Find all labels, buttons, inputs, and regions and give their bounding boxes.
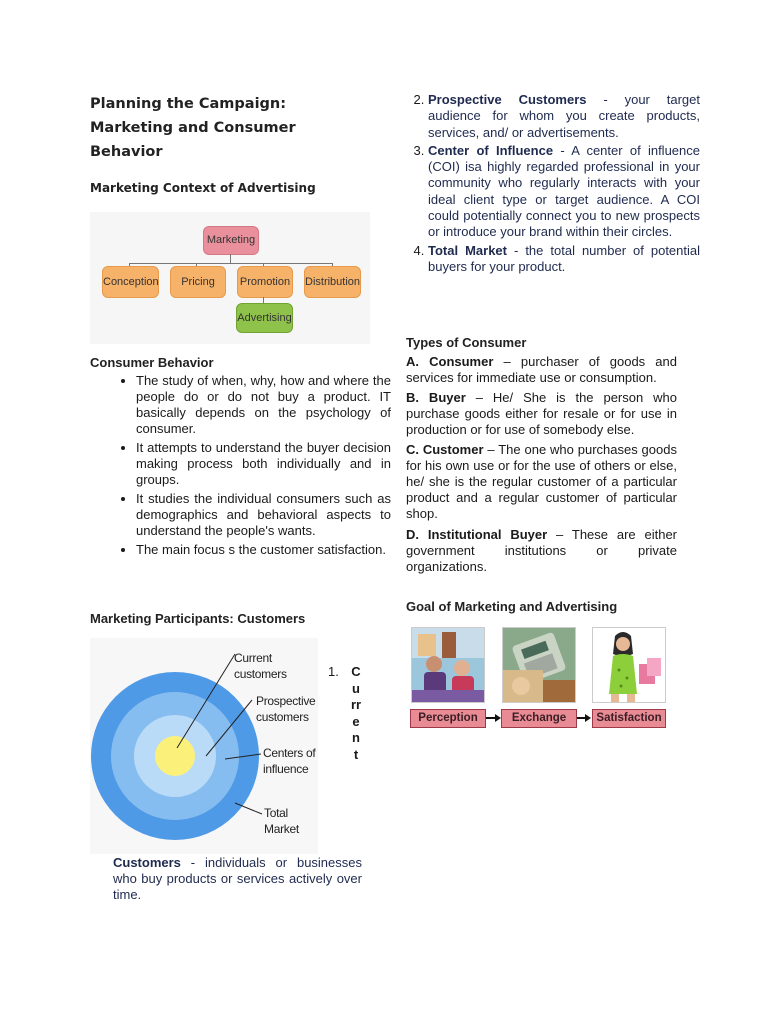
definition: – These are either government institutions or private organizations. — [406, 527, 678, 574]
org-node-advertising: Advertising — [236, 303, 293, 333]
definition: - A center of influence (COI) isa highly regarded professional in your community who regularly interacts with your ideal client type or target audience. A COI could potentially connect you to new prospects or introduce your brand within their circles. — [428, 142, 700, 240]
participant-list — [406, 92, 700, 277]
exchange-illustration — [503, 628, 575, 702]
exchange-image — [502, 627, 576, 703]
label-prospective-customers: Prospective customers — [256, 694, 316, 724]
definition: – purchaser of goods and services for immediate use or consumption. — [406, 354, 677, 385]
label-current-customers: Current customers — [234, 651, 287, 681]
term: Total Market — [428, 242, 507, 258]
list-item: • It attempts to understand the buyer decision making process both individually and in groups. — [136, 440, 391, 488]
org-connector — [129, 263, 333, 264]
list-item: • The main focus s the customer satisfaction. — [136, 542, 391, 558]
customers-def: - individuals or businesses who buy products or services actively over time. — [113, 855, 362, 902]
org-node-promotion: Promotion — [237, 266, 293, 298]
goal-heading: Goal of Marketing and Advertising — [406, 599, 618, 614]
term: B. Buyer — [406, 390, 466, 405]
arrow-head-icon — [585, 714, 591, 722]
satisfaction-illustration — [593, 628, 665, 702]
list-item — [428, 143, 700, 241]
org-connector — [230, 254, 231, 263]
org-node-distribution: Distribution — [304, 266, 361, 298]
vertical-letter: rr — [350, 697, 362, 712]
perception-illustration — [412, 628, 484, 702]
list-item: • The study of when, why, how and where the people do or do not buy a product. IT basically depends on the psychology of consumer. — [136, 373, 391, 437]
term: A. Consumer — [406, 354, 494, 369]
vertical-letter: u — [352, 680, 360, 696]
vertical-current-text — [350, 664, 362, 763]
org-node-marketing: Marketing — [203, 226, 259, 255]
vertical-letter: e — [352, 713, 360, 729]
customer-circles-diagram — [90, 638, 318, 854]
consumer-behavior-list — [108, 373, 391, 561]
satisfaction-image — [592, 627, 666, 703]
definition: - your target audience for whom you create products, services, and/ or advertisements. — [428, 92, 700, 140]
term: Prospective Customers — [428, 92, 587, 107]
definition: – The one who purchases goods for his own use or for the use of others or else, he/ she is the regular customer of a particular product and a regular customer of particular shop. — [406, 442, 677, 521]
vertical-letter: n — [352, 730, 360, 745]
types-heading: Types of Consumer — [406, 335, 527, 350]
list-item — [428, 92, 700, 141]
type-institutional-buyer — [406, 527, 677, 575]
org-node-pricing: Pricing — [170, 266, 226, 298]
type-buyer — [406, 390, 677, 438]
marketing-context-heading: Marketing Context of Advertising — [90, 181, 316, 195]
label-total-market: Total Market — [264, 806, 299, 836]
type-customer — [406, 442, 677, 522]
page-title: Planning the Campaign: Marketing and Consumer Behavior — [90, 96, 296, 160]
customers-definition — [113, 855, 362, 903]
org-node-conception: Conception — [102, 266, 159, 298]
customers-term: Customers — [113, 855, 181, 870]
goal-step-exchange: Exchange — [501, 709, 577, 728]
list-item — [428, 243, 700, 276]
consumer-behavior-heading: Consumer Behavior — [90, 355, 214, 370]
term: D. Institutional Buyer — [406, 527, 548, 542]
label-centers-of-influence: Centers of influence — [263, 746, 316, 776]
term: Center of Influence — [428, 142, 554, 158]
perception-image — [411, 627, 485, 703]
list-number: 1. — [328, 664, 339, 679]
type-consumer — [406, 354, 677, 386]
term: C. Customer — [406, 442, 484, 457]
definition: - the total number of potential buyers for your product. — [428, 242, 701, 274]
vertical-letter: C — [351, 664, 361, 679]
vertical-letter: t — [353, 746, 359, 762]
goal-step-perception: Perception — [410, 709, 486, 728]
definition: – He/ She is the person who purchase goods either for resale or for use in production or for use of somebody else. — [406, 390, 677, 437]
list-item: • It studies the individual consumers such as demographics and behavioral aspects to understand the people's wants. — [136, 491, 391, 539]
participants-heading: Marketing Participants: Customers — [90, 611, 306, 626]
goal-step-satisfaction: Satisfaction — [592, 709, 666, 728]
